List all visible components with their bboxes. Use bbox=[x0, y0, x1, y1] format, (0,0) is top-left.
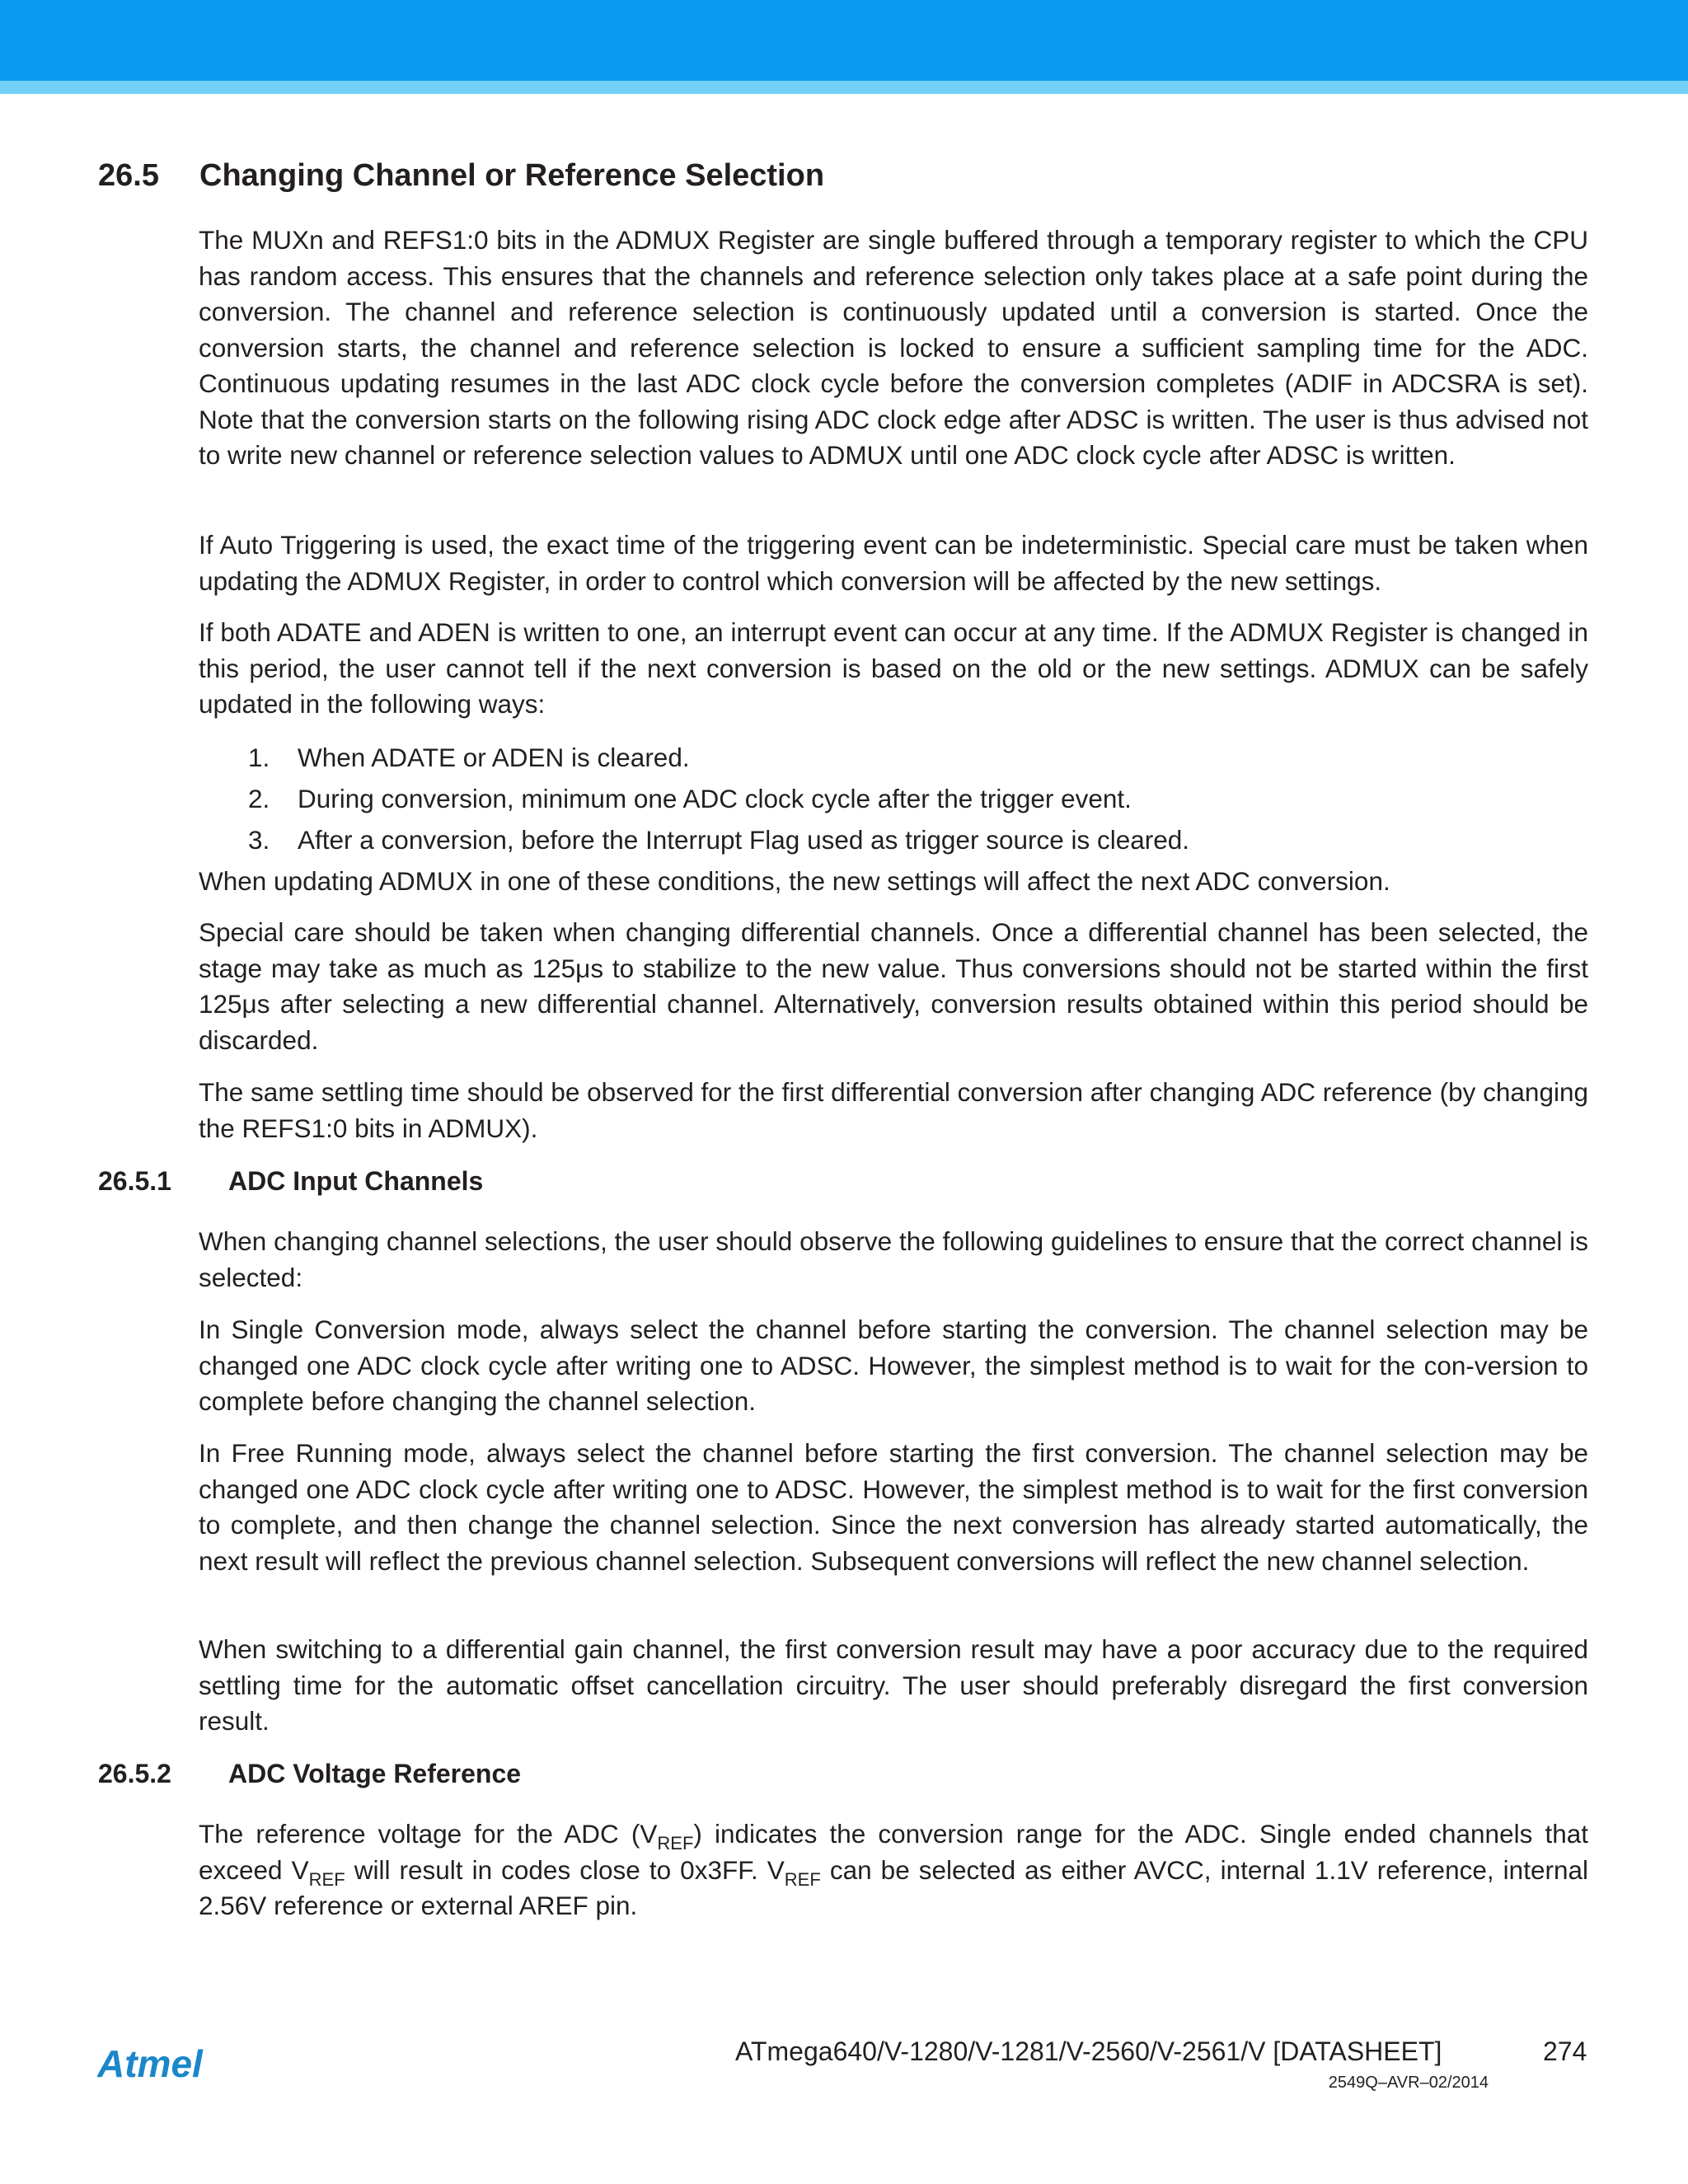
subsection-heading-voltage-reference: 26.5.2 ADC Voltage Reference bbox=[98, 1759, 522, 1788]
list-item: 2. During conversion, minimum one ADC clock cycle after the trigger event. bbox=[248, 784, 1132, 813]
section-number: 26.5 bbox=[98, 158, 159, 193]
footer-document-code: 2549Q–AVR–02/2014 bbox=[1328, 2074, 1489, 2092]
paragraph-channel-guidelines: When changing channel selections, the user should observe the following guidelines to ensure that the correct channel is selected: bbox=[199, 1226, 1588, 1292]
paragraph-adate-aden: If both ADATE and ADEN is written to one, an interrupt event can occur at any time. If the ADMUX Register is changed in this period, the user cannot tell if the next conversion is based on the old or the new settings. ADMUX can be safely updated in the following ways: bbox=[199, 617, 1588, 719]
paragraph-settling-time: The same settling time should be observed for the first differential conversion after changing ADC reference (by changing the REFS1:0 bits in ADMUX). bbox=[199, 1077, 1588, 1143]
paragraph-update-effect: When updating ADMUX in one of these conditions, the new settings will affect the next ADC conversion. bbox=[199, 866, 1390, 896]
section-heading bbox=[98, 155, 824, 196]
svg-text:Atmel: Atmel bbox=[97, 2042, 203, 2083]
paragraph-auto-trigger: If Auto Triggering is used, the exact time of the triggering event can be indeterministic. Special care must be taken when updating the ADMUX Register, in order to control which conversion will be affected by the new settings. bbox=[199, 530, 1588, 596]
update-conditions-list bbox=[199, 737, 1588, 860]
page-number: 274 bbox=[1543, 2036, 1587, 2066]
header-stripe bbox=[0, 81, 1688, 94]
paragraph-differential: Special care should be taken when changing differential channels. Once a differential channel has been selected, the stage may take as much as 125μs to stabilize to the new value. Thus conversions should not be started within the first 125μs after selecting a new differential channel. Alternatively, conversion results obtained within this period should be discarded. bbox=[199, 917, 1588, 1055]
list-item: 3. After a conversion, before the Interrupt Flag used as trigger source is cleared. bbox=[248, 825, 1190, 855]
paragraph-free-running: In Free Running mode, always select the channel before starting the first conversion. The channel selection may be changed one ADC clock cycle after writing one to ADSC. However, the simplest method is to wait for the first conversion to complete, and then change the channel selection. Since the next conversion has already started automatically, the next result will reflect the previous channel selection. Subsequent conversions will reflect the new channel selection. bbox=[199, 1438, 1588, 1576]
footer-document-title: ATmega640/V-1280/V-1281/V-2560/V-2561/V [DATASHEET] bbox=[735, 2036, 1442, 2066]
paragraph-differential-gain: When switching to a differential gain channel, the first conversion result may have a poor accuracy due to the required settling time for the automatic offset cancellation circuitry. The user should preferably disregard the first conversion result. bbox=[199, 1634, 1588, 1736]
section-title: Changing Channel or Reference Selection bbox=[199, 158, 825, 193]
paragraph-buffering: The MUXn and REFS1:0 bits in the ADMUX Register are single buffered through a temporary register to which the CPU has random access. This ensures that the channels and reference selection only takes place at a safe point during the conversion. The channel and reference selection is continuously updated until a conversion is started. Once the conversion starts, the channel and reference selection is locked to ensure a sufficient sampling time for the ADC. Continuous updating resumes in the last ADC clock cycle before the conversion completes (ADIF in ADCSRA is set). Note that the conversion starts on the following rising ADC clock edge after ADSC is written. The user is thus advised not to write new channel or reference selection values to ADMUX until one ADC clock cycle after ADSC is written. bbox=[199, 225, 1588, 470]
subsection-heading-input-channels: 26.5.1 ADC Input Channels bbox=[98, 1166, 484, 1196]
atmel-logo bbox=[97, 2042, 239, 2083]
paragraph-voltage-reference: The reference voltage for the ADC $(V_{REF})$ indicates the conversion range for the ADC. Single ended channels that exceed $V_{REF}$ will result in codes close to 0x3FF. $V_{REF}$ can be selected as either AVCC, internal 1.1V reference, internal 2.56V reference or external AREF pin. bbox=[199, 1819, 1588, 1920]
header-band bbox=[0, 0, 1688, 81]
paragraph-single-conversion: In Single Conversion mode, always select the channel before starting the conversion. The channel selection may be changed one ADC clock cycle after writing one to ADSC. However, the simplest method is to wait for the con-version to complete before changing the channel selection. bbox=[199, 1315, 1588, 1416]
list-item: 1. When ADATE or ADEN is cleared. bbox=[248, 743, 690, 772]
